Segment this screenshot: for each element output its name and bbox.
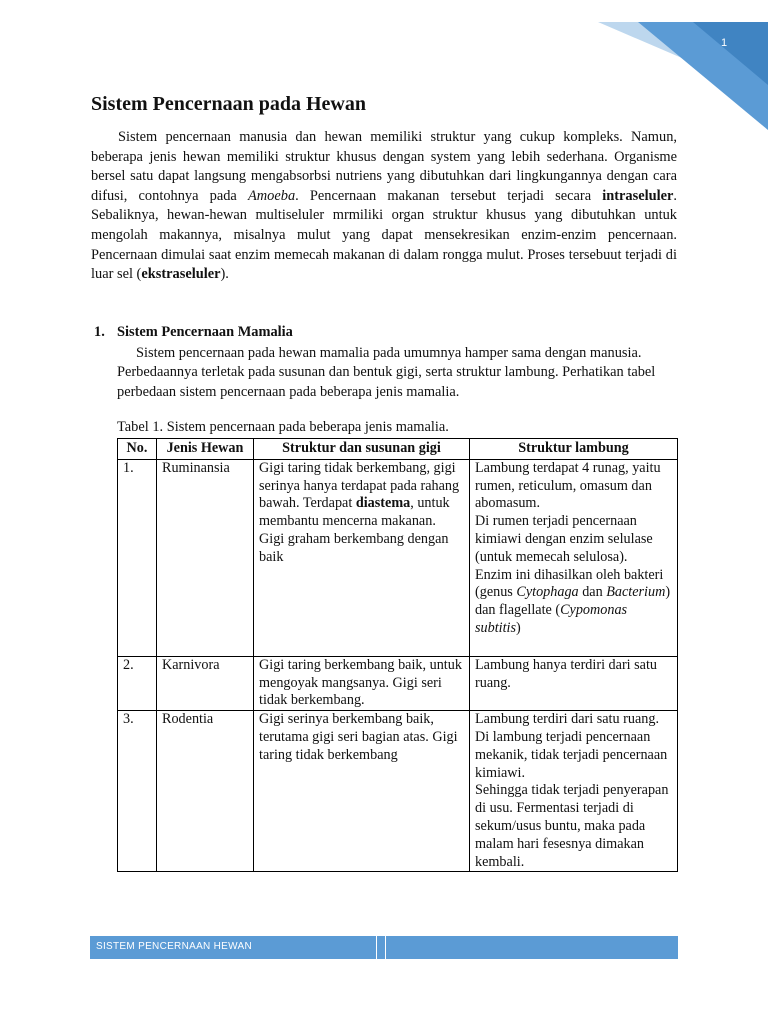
footer-bar	[90, 936, 678, 959]
table-caption: Tabel 1. Sistem pencernaan pada beberapa jenis mamalia.	[117, 419, 449, 435]
ekstraseluler-term: ekstraseluler	[141, 266, 221, 283]
amoeba-term: Amoeba	[247, 187, 296, 204]
header-lambung: Struktur lambung	[470, 439, 678, 460]
table-row	[118, 459, 678, 656]
table-row	[118, 711, 678, 872]
footer-text: SISTEM PENCERNAAN HEWAN	[96, 941, 252, 952]
section-title: Sistem Pencernaan Mamalia	[117, 324, 293, 340]
intraseluler-term: intraseluler	[602, 187, 674, 204]
page-title: Sistem Pencernaan pada Hewan	[91, 93, 366, 115]
footer-separator	[376, 936, 386, 959]
cell-gigi: Gigi serinya berkembang baik, terutama gigi seri bagian atas. Gigi taring tidak berkembang	[254, 711, 470, 872]
table-header-row	[118, 439, 678, 460]
cell-gigi: Gigi taring berkembang baik, untuk mengoyak mangsanya. Gigi seri tidak berkembang.	[254, 656, 470, 710]
cell-jenis: Karnivora	[157, 656, 254, 710]
intro-paragraph: Sistem pencernaan manusia dan hewan memiliki struktur yang cukup kompleks. Namun, beberapa jenis hewan memiliki struktur khusus dengan system yang lebih sederhana. Organisme bersel satu dapat langsung mengabsorbsi nutriens yang dibutuhkan dari lingkungannya dengan cara difusi, contohnya pada Amoeba. Pencernaan makanan tersebut terjadi secara intraseluler. Sebaliknya, hewan-hewan multiseluler mrmiliki organ struktur khusus yang dibutuhkan untuk mengolah makannya, misalnya mulut yang dapat mensekresikan enzim-enzim pencernaan. Pencernaan dimulai saat enzim memecah makanan di dalam rongga mulut. Proses tersebuut terjadi di luar sel (ekstraseluler).	[91, 129, 677, 283]
cell-no: 1.	[118, 459, 157, 656]
cell-gigi: Gigi taring tidak berkembang, gigi serinya hanya terdapat pada rahang bawah. Terdapat diastema, untuk membantu mencerna makanan. Gigi graham berkembang dengan baik	[254, 459, 470, 656]
section-heading	[94, 324, 293, 341]
digestion-table	[117, 438, 678, 872]
cell-jenis: Ruminansia	[157, 459, 254, 656]
section-body: Sistem pencernaan pada hewan mamalia pada umumnya hamper sama dengan manusia. Perbedaannya terletak pada susunan dan bentuk gigi, serta struktur lambung. Perhatikan tabel perbedaan sistem pencernaan pada beberapa jenis mamalia.	[117, 345, 656, 400]
cell-no: 3.	[118, 711, 157, 872]
header-no: No.	[118, 439, 157, 460]
cell-jenis: Rodentia	[157, 711, 254, 872]
page-number: 1	[721, 37, 728, 49]
cell-lambung: Lambung hanya terdiri dari satu ruang.	[470, 656, 678, 710]
table-row	[118, 656, 678, 710]
corner-decoration	[598, 0, 768, 130]
cell-lambung: Lambung terdiri dari satu ruang. Di lambung terjadi pencernaan mekanik, tidak terjadi pencernaan kimiawi. Sehingga tidak terjadi penyerapan di usu. Fermentasi terjadi di sekum/usus buntu, maka pada malam hari fesesnya dimakan kembali.	[470, 711, 678, 872]
cell-no: 2.	[118, 656, 157, 710]
header-gigi: Struktur dan susunan gigi	[254, 439, 470, 460]
cell-lambung: Lambung terdapat 4 runag, yaitu rumen, reticulum, omasum dan abomasum. Di rumen terjadi pencernaan kimiawi dengan enzim selulase (untuk memecah selulosa). Enzim ini dihasilkan oleh bakteri (genus Cytophaga dan Bacterium) dan flagellate (Cypomonas subtitis)	[470, 459, 678, 656]
header-jenis: Jenis Hewan	[157, 439, 254, 460]
section-number: 1.	[94, 324, 105, 340]
